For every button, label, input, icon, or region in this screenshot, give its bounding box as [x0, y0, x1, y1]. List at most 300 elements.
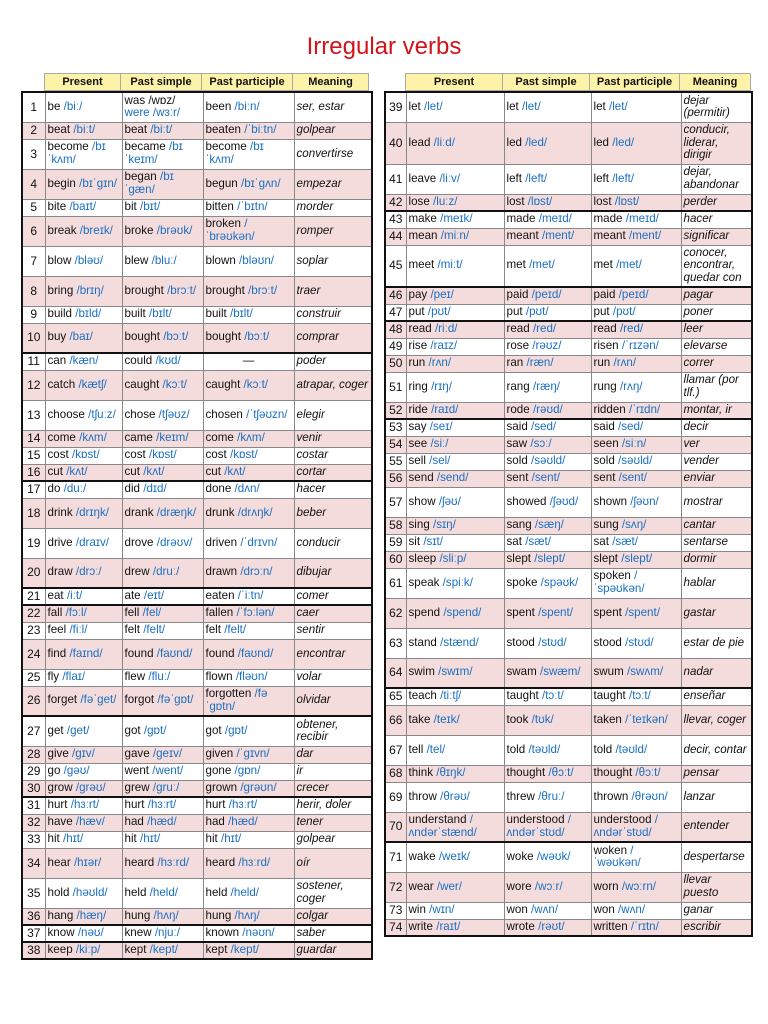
present-cell — [406, 517, 504, 534]
meaning-cell: significar — [681, 228, 752, 245]
present-phonetic: /fəˈget/ — [80, 693, 117, 707]
past-simple-cell — [504, 470, 591, 487]
past-simple-phonetic: /kʌt/ — [143, 464, 165, 478]
present-phonetic: /baɪt/ — [69, 200, 97, 214]
meaning-cell: colgar — [294, 908, 372, 925]
past-participle-word: sold — [593, 454, 615, 468]
past-participle-cell — [203, 639, 294, 669]
past-simple-word: drank — [124, 505, 154, 519]
verb-row — [385, 194, 752, 211]
past-simple-cell — [122, 400, 203, 430]
meaning-cell: elegir — [294, 400, 372, 430]
past-participle-phonetic: /bɪlt/ — [230, 307, 253, 321]
row-number: 52 — [385, 402, 406, 419]
past-simple-word: swam — [506, 665, 537, 679]
present-cell — [406, 551, 504, 568]
verb-row — [385, 436, 752, 453]
past-simple-word: rang — [506, 379, 530, 393]
past-participle-cell — [203, 942, 294, 959]
meaning-cell: pensar — [681, 765, 752, 782]
past-participle-cell — [591, 765, 681, 782]
past-simple-word: beat — [124, 123, 148, 137]
present-phonetic: /rɪŋ/ — [431, 379, 452, 393]
present-phonetic: /raɪt/ — [436, 919, 461, 933]
past-participle-cell — [203, 447, 294, 464]
row-number: 20 — [22, 558, 45, 588]
row-number: 62 — [385, 598, 406, 628]
past-participle-cell — [591, 304, 681, 321]
present-word: pay — [408, 288, 428, 302]
past-simple-word: drove — [124, 535, 154, 549]
present-cell — [406, 211, 504, 228]
present-phonetic: /miːt/ — [437, 258, 463, 272]
present-word: throw — [408, 789, 437, 803]
past-simple-phonetic: /ʌndərˈstʊd/ — [506, 813, 571, 839]
present-phonetic: /rʌn/ — [428, 356, 452, 370]
present-word: take — [408, 712, 431, 726]
past-participle-cell — [203, 323, 294, 353]
past-simple-phonetic: /sæŋ/ — [534, 518, 564, 532]
row-number: 1 — [22, 92, 45, 122]
past-simple-cell — [504, 453, 591, 470]
verb-row — [22, 353, 372, 370]
past-simple-word: spent — [506, 605, 535, 619]
past-simple-word: understood — [506, 813, 565, 827]
past-participle-phonetic: /spent/ — [625, 605, 660, 619]
verb-row — [22, 370, 372, 400]
present-word: give — [47, 747, 69, 761]
present-cell — [406, 245, 504, 287]
past-simple-word: won — [506, 903, 528, 917]
past-simple-word: fell — [124, 606, 140, 620]
present-word: see — [408, 437, 428, 451]
past-participle-cell — [203, 878, 294, 908]
past-simple-word: thought — [506, 766, 546, 780]
past-participle-cell — [591, 453, 681, 470]
past-simple-phonetic: /səʊld/ — [531, 454, 566, 468]
present-word: drive — [47, 535, 73, 549]
meaning-cell: pagar — [681, 287, 752, 304]
past-participle-cell — [203, 763, 294, 780]
present-word: bring — [47, 283, 74, 297]
past-participle-phonetic: /held/ — [230, 885, 260, 899]
past-participle-phonetic: /ˈdrɪvn/ — [240, 535, 278, 549]
past-participle-word: lost — [593, 194, 612, 208]
meaning-cell: leer — [681, 321, 752, 338]
past-simple-cell — [122, 942, 203, 959]
present-word: get — [47, 723, 64, 737]
past-simple-word: wore — [506, 879, 532, 893]
past-simple-phonetic: /meɪd/ — [538, 212, 572, 226]
past-participle-phonetic: /nəʊn/ — [242, 926, 275, 940]
verb-row — [22, 669, 372, 686]
present-word: make — [408, 212, 437, 226]
present-word: meet — [408, 258, 435, 272]
present-word: have — [47, 815, 73, 829]
present-cell — [45, 669, 122, 686]
present-word: forget — [47, 693, 78, 707]
present-word: lose — [408, 194, 430, 208]
row-number: 22 — [22, 605, 45, 622]
verb-row — [22, 199, 372, 216]
present-cell — [406, 453, 504, 470]
past-simple-phonetic: /rəʊd/ — [532, 402, 563, 416]
past-participle-word: found — [205, 646, 235, 660]
meaning-cell: olvidar — [294, 686, 372, 716]
past-participle-phonetic: /grəʊn/ — [240, 780, 277, 794]
past-participle-phonetic: /hɜːrd/ — [238, 855, 271, 869]
meaning-cell: despertarse — [681, 842, 752, 872]
past-participle-word: blown — [205, 253, 236, 267]
past-participle-phonetic: /sʌŋ/ — [621, 518, 647, 532]
past-simple-word: knew — [124, 926, 152, 940]
present-word: write — [408, 919, 433, 933]
past-simple-phonetic: /druː/ — [152, 565, 180, 579]
past-simple-cell — [504, 164, 591, 194]
present-cell — [45, 780, 122, 797]
past-simple-word: put — [506, 304, 523, 318]
past-participle-phonetic: /ˈbiːtn/ — [244, 123, 277, 137]
meaning-cell: crecer — [294, 780, 372, 797]
past-participle-word: spent — [593, 605, 622, 619]
past-simple-phonetic: /dræŋk/ — [156, 505, 197, 519]
present-phonetic: /gɪv/ — [72, 747, 95, 761]
verb-row — [385, 735, 752, 765]
past-participle-phonetic: /hɪt/ — [220, 832, 242, 846]
past-simple-word: led — [506, 135, 522, 149]
past-participle-word: got — [205, 723, 222, 737]
past-participle-phonetic: /bɪˈgʌn/ — [240, 176, 281, 190]
verb-row — [22, 122, 372, 139]
present-word: fall — [47, 606, 63, 620]
past-participle-phonetic: /met/ — [616, 258, 642, 272]
past-participle-phonetic: /biːn/ — [234, 99, 260, 113]
present-cell — [406, 436, 504, 453]
present-phonetic: /send/ — [436, 471, 469, 485]
meaning-cell: ver — [681, 436, 752, 453]
past-simple-cell — [504, 194, 591, 211]
row-number: 19 — [22, 528, 45, 558]
meaning-cell: conducir, liderar, dirigir — [681, 122, 752, 164]
past-participle-word: stood — [593, 635, 622, 649]
past-participle-cell — [591, 92, 681, 122]
present-cell — [45, 400, 122, 430]
past-participle-word: hurt — [205, 798, 226, 812]
present-cell — [406, 419, 504, 436]
past-simple-word: lost — [506, 194, 525, 208]
past-simple-cell — [504, 517, 591, 534]
present-phonetic: /kʌm/ — [79, 431, 107, 445]
past-simple-word: went — [124, 764, 149, 778]
meaning-cell: oír — [294, 848, 372, 878]
past-participle-word: kept — [205, 943, 228, 957]
past-simple-phonetic: /peɪd/ — [531, 288, 562, 302]
past-simple-cell — [122, 925, 203, 942]
past-simple-word: sat — [506, 535, 522, 549]
present-phonetic: /spend/ — [443, 605, 482, 619]
present-cell — [45, 464, 122, 481]
past-simple-word: ran — [506, 356, 524, 370]
past-participle-word: sat — [593, 535, 609, 549]
past-participle-cell — [591, 228, 681, 245]
past-simple-cell — [504, 436, 591, 453]
row-number: 33 — [22, 831, 45, 848]
past-participle-phonetic: /fəˈgɒtn/ — [205, 687, 268, 713]
present-word: put — [408, 304, 425, 318]
past-simple-phonetic: /sɔː/ — [530, 437, 552, 451]
present-cell — [45, 122, 122, 139]
past-simple-word: woke — [506, 849, 534, 863]
row-number: 69 — [385, 782, 406, 812]
header-meaning: Meaning — [292, 73, 369, 91]
past-simple-cell — [504, 534, 591, 551]
past-simple-word: made — [506, 212, 536, 226]
past-simple-word: could — [124, 354, 153, 368]
present-phonetic: /θrəʊ/ — [440, 789, 470, 803]
past-simple-cell — [122, 276, 203, 306]
present-cell — [45, 430, 122, 447]
meaning-cell: obtener, recibir — [294, 716, 372, 746]
row-number: 24 — [22, 639, 45, 669]
past-simple-cell — [504, 211, 591, 228]
present-phonetic: /ʌndərˈstænd/ — [408, 813, 477, 839]
past-simple-cell — [122, 169, 203, 199]
present-phonetic: /kæn/ — [69, 354, 99, 368]
past-participle-word: bought — [205, 330, 241, 344]
present-cell — [45, 246, 122, 276]
past-simple-cell — [122, 908, 203, 925]
past-simple-phonetic: /fluː/ — [148, 670, 171, 684]
present-cell — [45, 848, 122, 878]
meaning-cell: cortar — [294, 464, 372, 481]
meaning-cell: conocer, encontrar, quedar con — [681, 245, 752, 287]
row-number: 25 — [22, 669, 45, 686]
past-participle-cell — [591, 735, 681, 765]
meaning-cell: poder — [294, 353, 372, 370]
past-simple-word: gave — [124, 747, 150, 761]
meaning-cell: dormir — [681, 551, 752, 568]
present-phonetic: /bɪˈgɪn/ — [79, 176, 118, 190]
past-participle-cell — [591, 245, 681, 287]
past-participle-word: felt — [205, 623, 221, 637]
past-simple-phonetic: /rəʊz/ — [532, 339, 562, 353]
past-participle-cell — [203, 481, 294, 498]
present-word: mean — [408, 229, 438, 243]
past-simple-phonetic: /led/ — [525, 135, 548, 149]
present-phonetic: /kiːp/ — [75, 943, 101, 957]
present-cell — [45, 942, 122, 959]
past-participle-phonetic: /ˈrɪzən/ — [621, 339, 659, 353]
row-number: 70 — [385, 812, 406, 842]
row-number: 42 — [385, 194, 406, 211]
past-participle-word: held — [205, 885, 228, 899]
verb-row — [385, 598, 752, 628]
present-word: understand — [408, 813, 467, 827]
past-simple-word: bought — [124, 330, 160, 344]
past-participle-word: spoken — [593, 569, 631, 583]
present-word: grow — [47, 780, 73, 794]
past-simple-phonetic: /tɔːt/ — [541, 689, 564, 703]
past-simple-phonetic: /ʃəʊd/ — [549, 494, 579, 508]
past-participle-word: had — [205, 815, 225, 829]
present-cell — [45, 686, 122, 716]
row-number: 14 — [22, 430, 45, 447]
past-simple-phonetic: /wʌn/ — [531, 903, 559, 917]
past-participle-word: ridden — [593, 402, 626, 416]
present-phonetic: /baɪ/ — [69, 330, 93, 344]
present-word: wake — [408, 849, 436, 863]
meaning-cell: venir — [294, 430, 372, 447]
past-participle-phonetic: /θrəʊn/ — [631, 789, 668, 803]
past-simple-phonetic: /dɪd/ — [143, 482, 167, 496]
meaning-cell: elevarse — [681, 338, 752, 355]
verb-row — [22, 276, 372, 306]
past-participle-cell — [203, 139, 294, 169]
past-simple-phonetic: /held/ — [149, 885, 179, 899]
present-phonetic: /swɪm/ — [438, 665, 473, 679]
past-simple-word: took — [506, 712, 529, 726]
verb-row — [22, 588, 372, 605]
present-phonetic: /riːd/ — [434, 322, 458, 336]
past-participle-cell — [591, 598, 681, 628]
past-simple-word: rose — [506, 339, 530, 353]
past-participle-word: done — [205, 482, 232, 496]
present-word: spend — [408, 605, 441, 619]
present-word: lead — [408, 135, 431, 149]
past-participle-cell — [203, 464, 294, 481]
past-participle-cell — [203, 216, 294, 246]
right-column-headers — [405, 73, 751, 91]
verb-row — [22, 746, 372, 763]
past-simple-phonetic: /ræŋ/ — [532, 379, 561, 393]
past-simple-word: stood — [506, 635, 535, 649]
present-word: think — [408, 766, 433, 780]
present-cell — [45, 746, 122, 763]
past-participle-cell — [591, 436, 681, 453]
past-simple-word: showed — [506, 494, 547, 508]
present-cell — [45, 323, 122, 353]
present-phonetic: /liːd/ — [433, 135, 455, 149]
past-participle-phonetic: /kʌt/ — [224, 464, 246, 478]
present-phonetic: /miːn/ — [440, 229, 470, 243]
verb-row — [22, 528, 372, 558]
present-cell — [406, 92, 504, 122]
present-cell — [45, 639, 122, 669]
verb-row — [22, 780, 372, 797]
past-participle-cell — [591, 402, 681, 419]
past-simple-cell — [122, 558, 203, 588]
past-participle-cell — [203, 199, 294, 216]
past-simple-word: sent — [506, 471, 529, 485]
past-simple-cell — [504, 245, 591, 287]
past-simple-phonetic: /bɪt/ — [139, 200, 161, 214]
past-simple-phonetic: /brɔːt/ — [167, 283, 197, 297]
row-number: 6 — [22, 216, 45, 246]
past-simple-word: chose — [124, 407, 156, 421]
present-phonetic: /bɪˈkʌm/ — [47, 140, 106, 166]
meaning-cell: gastar — [681, 598, 752, 628]
present-cell — [45, 481, 122, 498]
meaning-cell: atrapar, coger — [294, 370, 372, 400]
past-simple-cell — [122, 814, 203, 831]
row-number: 8 — [22, 276, 45, 306]
past-simple-phonetic: /stʊd/ — [538, 635, 567, 649]
present-word: sell — [408, 454, 426, 468]
present-phonetic: /hæŋ/ — [76, 908, 107, 922]
row-number: 17 — [22, 481, 45, 498]
past-participle-cell — [591, 842, 681, 872]
past-participle-word: meant — [593, 229, 626, 243]
verb-row — [22, 323, 372, 353]
verb-row — [385, 782, 752, 812]
past-participle-phonetic: /siːn/ — [621, 437, 647, 451]
past-participle-phonetic: /kʌm/ — [237, 431, 265, 445]
present-cell — [45, 169, 122, 199]
past-participle-word: known — [205, 926, 240, 940]
past-participle-cell — [591, 164, 681, 194]
verb-row — [22, 797, 372, 814]
verbs-table-left-body — [22, 92, 372, 959]
meaning-cell: sentir — [294, 622, 372, 639]
verb-row — [22, 605, 372, 622]
meaning-cell: mostrar — [681, 487, 752, 517]
meaning-cell: ser, estar — [294, 92, 372, 122]
past-simple-phonetic: /let/ — [521, 99, 541, 113]
row-number: 5 — [22, 199, 45, 216]
past-simple-cell — [504, 304, 591, 321]
past-participle-word: put — [593, 304, 610, 318]
present-word: tell — [408, 742, 424, 756]
past-participle-word: slept — [593, 552, 618, 566]
past-simple-cell — [504, 287, 591, 304]
past-participle-word: left — [593, 171, 609, 185]
past-simple-phonetic: /kɔːt/ — [162, 377, 188, 391]
past-participle-word: drunk — [205, 505, 235, 519]
present-phonetic: /θɪŋk/ — [436, 766, 466, 780]
past-simple-phonetic: /left/ — [525, 171, 548, 185]
present-cell — [406, 338, 504, 355]
header-past-simple: Past simple — [120, 73, 202, 91]
past-participle-phonetic: /swʌm/ — [627, 665, 664, 679]
past-participle-cell — [203, 169, 294, 199]
past-participle-phonetic: /ment/ — [628, 229, 662, 243]
meaning-cell: romper — [294, 216, 372, 246]
present-word: cost — [47, 448, 69, 462]
verb-row — [385, 92, 752, 122]
past-participle-word: written — [593, 919, 628, 933]
present-cell — [406, 194, 504, 211]
row-number: 7 — [22, 246, 45, 276]
meaning-cell: traer — [294, 276, 372, 306]
meaning-cell: caer — [294, 605, 372, 622]
past-participle-word: risen — [593, 339, 619, 353]
present-word: know — [47, 926, 75, 940]
present-word: find — [47, 646, 67, 660]
past-simple-word: did — [124, 482, 140, 496]
past-simple-cell — [504, 598, 591, 628]
past-simple-phonetic: /faʊnd/ — [156, 646, 193, 660]
past-participle-phonetic: /rʌn/ — [613, 356, 637, 370]
verb-row — [22, 908, 372, 925]
present-phonetic: /bɪld/ — [75, 307, 102, 321]
past-participle-word: taught — [593, 689, 626, 703]
verb-row — [385, 402, 752, 419]
row-number: 30 — [22, 780, 45, 797]
present-phonetic: /sliːp/ — [439, 552, 467, 566]
present-phonetic: /drɔː/ — [75, 565, 102, 579]
past-simple-word: hit — [124, 832, 137, 846]
meaning-cell: montar, ir — [681, 402, 752, 419]
